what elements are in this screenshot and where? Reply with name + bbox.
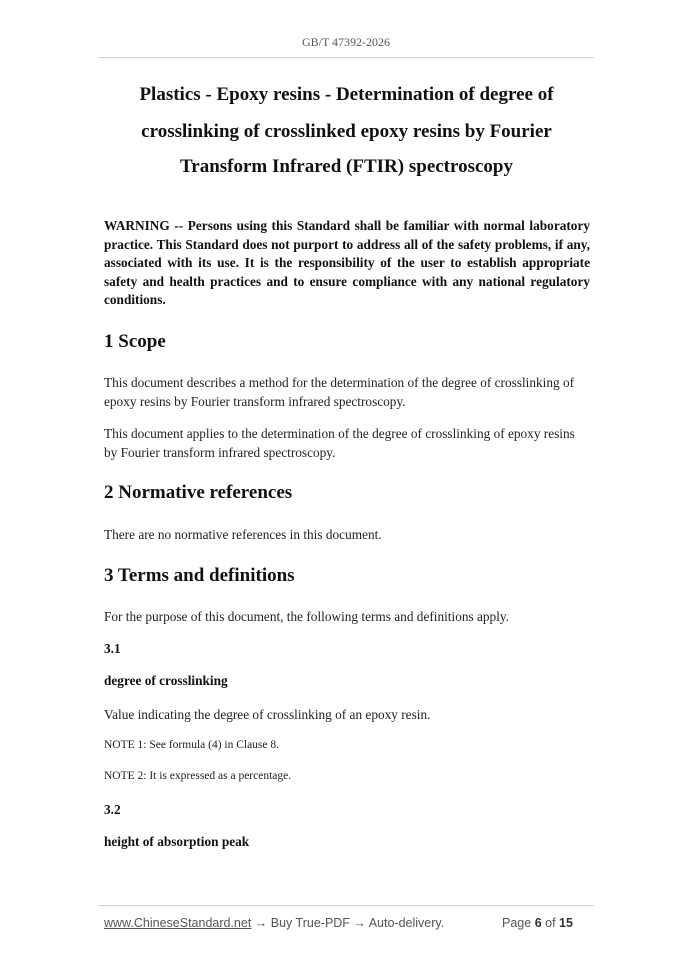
site-link[interactable]: www.ChineseStandard.net [104,916,252,930]
terms-intro-paragraph: For the purpose of this document, the following terms and definitions apply. [104,609,509,624]
warning-paragraph: WARNING -- Persons using this Standard shall be familiar with normal laboratory practice. This Standard does not purport to address all of the safety problems, if any, associated with its use. It is the responsibility of the user to establish appropriate safety and health practices and to ensure compliance with any national regulatory conditions. [104,218,590,308]
page-counter [502,916,573,930]
section-heading-scope: 1 Scope [104,331,166,352]
scope-paragraph-2: This document applies to the determination of the degree of crosslinking of epoxy resins by Fourier transform infrared spectroscopy. [104,426,575,460]
page-of: of [545,916,556,930]
normative-paragraph: There are no normative references in this document. [104,527,382,542]
term-name-3-1: degree of crosslinking [104,673,228,688]
term-definition-3-1: Value indicating the degree of crosslinking of an epoxy resin. [104,707,431,722]
title-line-3: Transform Infrared (FTIR) spectroscopy [180,156,513,177]
term-note-2: NOTE 2: It is expressed as a percentage. [104,770,292,782]
term-name-3-2: height of absorption peak [104,834,250,849]
footer-promo-text: → Buy True-PDF → Auto-delivery. [251,916,445,930]
title-line-2: crosslinking of crosslinked epoxy resins by Fourier [141,121,552,142]
term-number-3-2: 3.2 [104,802,121,817]
page-total: 15 [559,916,573,930]
section-heading-normative: 2 Normative references [104,482,293,503]
page-label: Page [502,916,532,930]
scope-paragraph-1: This document describes a method for the determination of the degree of crosslinking of epoxy resins by Fourier transform infrared spectroscopy. [104,375,575,409]
term-number-3-1: 3.1 [104,641,121,656]
footer-promo [104,916,444,930]
page-current: 6 [534,916,542,930]
running-header: GB/T 47392-2026 [98,35,594,58]
section-heading-terms: 3 Terms and definitions [104,565,295,586]
term-note-1: NOTE 1: See formula (4) in Clause 8. [104,739,280,751]
title-line-1: Plastics - Epoxy resins - Determination of degree of [139,84,554,105]
footer-divider [98,905,594,906]
